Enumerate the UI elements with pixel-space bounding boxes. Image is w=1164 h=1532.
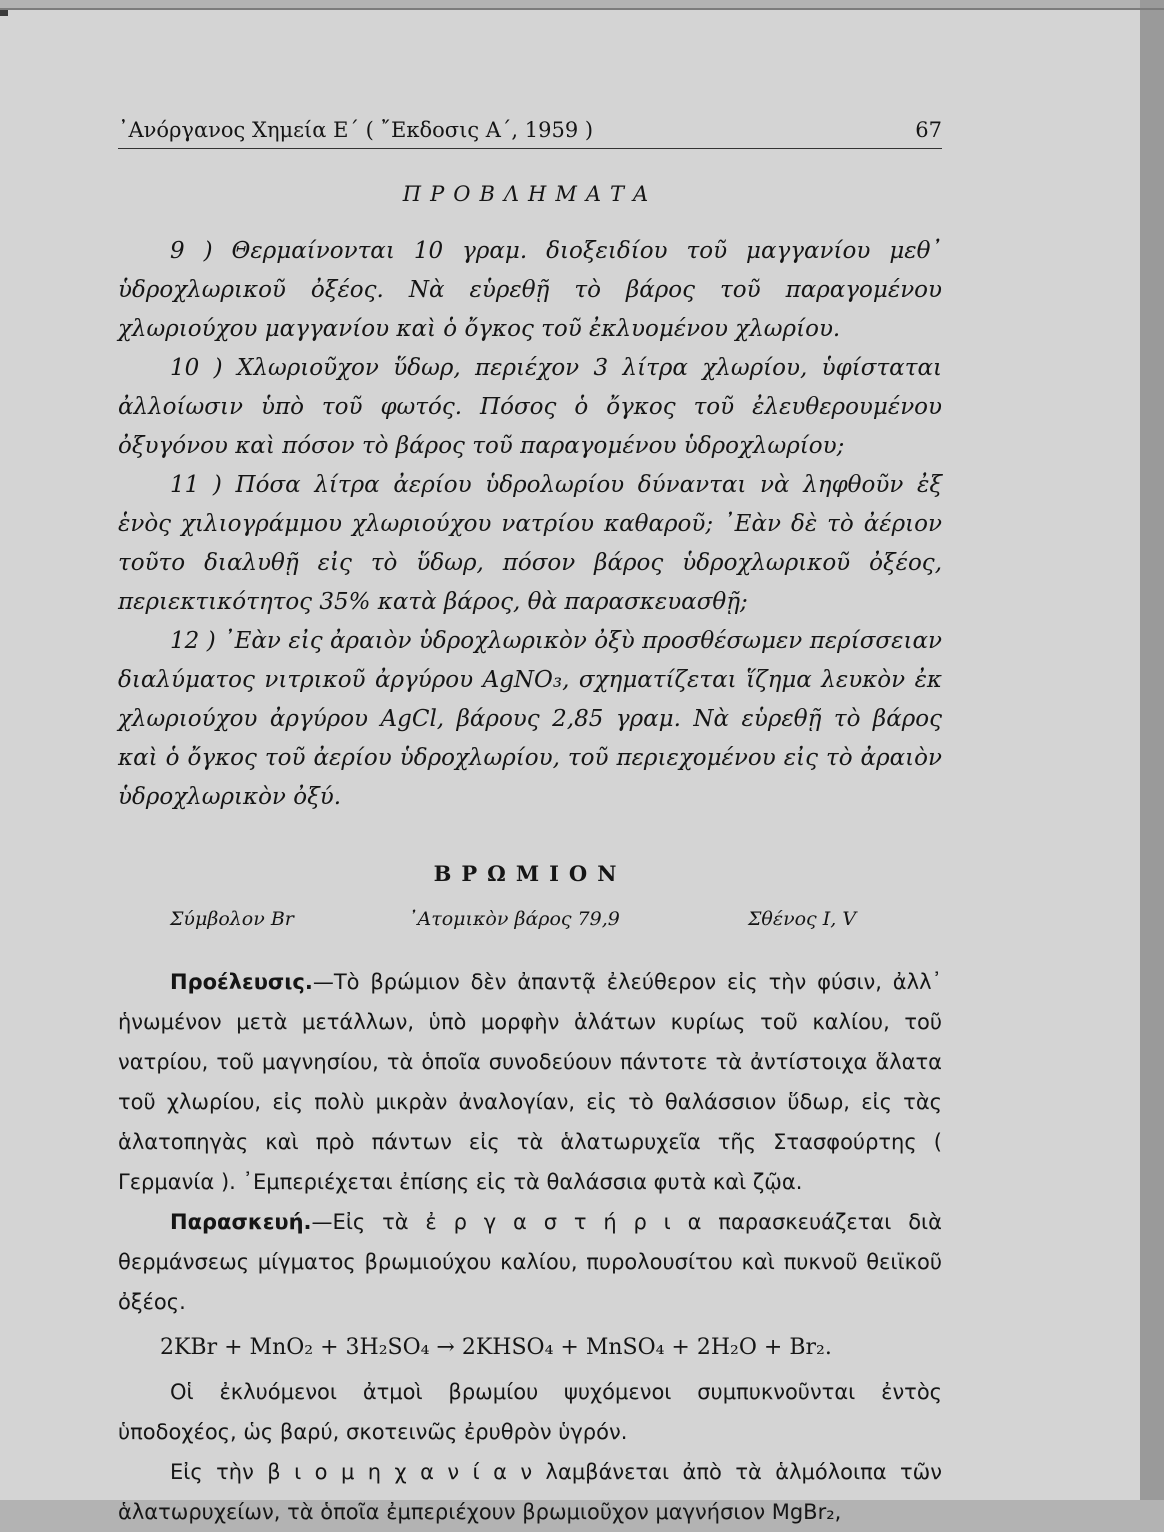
origin-paragraph [118,962,942,1202]
running-title: ᾿Ανόργανος Χημεία Ε΄ ( ῎Εκδοσις Α΄, 1959 ) [118,118,594,142]
origin-heading: Προέλευσις. [170,970,313,994]
element-valence: Σθένος I, V [748,908,857,930]
preparation-paragraph [118,1202,942,1322]
preparation-heading: Παρασκευή. [170,1210,312,1234]
industry-paragraph: Εἰς τὴν β ι ο μ η χ α ν ί α ν λαμβάνεται ἀπὸ τὰ ἁλμόλοιπα τῶν ἁλατωρυχείων, τὰ ὁποῖα ἐμπεριέχουν βρωμιοῦχον μαγνήσιον MgBr₂, [118,1460,942,1524]
preparation-text: —Εἰς τὰ ἐ ρ γ α σ τ ή ρ ι α παρασκευάζεται διὰ θερμάνσεως μίγματος βρωμιούχου καλίου, πυρολουσίτου καὶ πυκνοῦ θειϊκοῦ ὀξέος. [118,1210,942,1314]
element-meta [118,902,942,942]
chemical-equation: 2KBr + MnO₂ + 3H₂SO₄ → 2KHSO₄ + MnSO₄ + 2H₂O + Br₂. [160,1335,832,1360]
condensation-paragraph: Οἱ ἐκλυόμενοι ἀτμοὶ βρωμίου ψυχόμενοι συμπυκνοῦνται ἐντὸς ὑποδοχέος, ὡς βαρύ, σκοτεινῶς ἐρυθρὸν ὑγρόν. [118,1380,942,1444]
problem-9: 9 ) Θερμαίνονται 10 γραμ. διοξειδίου τοῦ μαγγανίου μεθ᾿ ὑδροχλωρικοῦ ὀξέος. Νὰ εὑρεθῇ τὸ βάρος τοῦ παραγομένου χλωριούχου μαγγανίου καὶ ὁ ὄγκος τοῦ ἐκλυομένου χλωρίου. [118,238,942,342]
page-edge-line [0,8,1164,10]
section-title: ΒΡΩΜΙΟΝ [433,861,627,886]
element-atomic-weight: ᾿Ατομικὸν βάρος 79,9 [408,908,620,930]
binding-edge [1140,0,1164,1500]
problems-title: ΠΡΟΒΛΗΜΑΤΑ [402,182,658,206]
page-content [118,112,942,1532]
problem-12: 12 ) ᾿Εὰν εἰς ἀραιὸν ὑδροχλωρικὸν ὀξὺ προσθέσωμεν περίσσειαν διαλύματος νιτρικοῦ ἀργύρου AgNO₃, σχηματίζεται ἵζημα λευκὸν ἐκ χλωριούχου ἀργύρου AgCl, βάρους 2,85 γραμ. Νὰ εὑρεθῇ τὸ βάρος καὶ ὁ ὄγκος τοῦ ἀερίου ὑδροχλωρίου, τοῦ περιεχομένου εἰς τὸ ἀραιὸν ὑδροχλωρικὸν ὀξύ. [118,628,942,810]
origin-text: —Τὸ βρώμιον δὲν ἀπαντᾷ ἐλεύθερον εἰς τὴν φύσιν, ἀλλ᾿ ἡνωμένον μετὰ μετάλλων, ὑπὸ μορφὴν ἁλάτων κυρίως τοῦ καλίου, τοῦ νατρίου, τοῦ μαγνησίου, τὰ ὁποῖα συνοδεύουν πάντοτε τὰ ἀντίστοιχα ἅλατα τοῦ χλωρίου, εἰς πολὺ μικρὰν ἀναλογίαν, εἰς τὸ θαλάσσιον ὕδωρ, εἰς τὰς ἁλατοπηγὰς καὶ πρὸ πάντων εἰς τὰ ἁλατωρυχεῖα τῆς Στασφούρτης ( Γερμανία ). ᾿Εμπεριέχεται ἐπίσης εἰς τὰ θαλάσσια φυτὰ καὶ ζῷα. [118,970,942,1194]
problem-11: 11 ) Πόσα λίτρα ἀερίου ὑδρολωρίου δύνανται νὰ ληφθοῦν ἐξ ἑνὸς χιλιογράμμου χλωριούχου νατρίου καθαροῦ; ᾿Εὰν δὲ τὸ ἀέριον τοῦτο διαλυθῇ εἰς τὸ ὕδωρ, πόσον βάρος ὑδροχλωρικοῦ ὀξέος, περιεκτικότητος 35% κατὰ βάρος, θὰ παρασκευασθῇ; [118,472,942,615]
page-number: 67 [915,118,942,142]
element-symbol: Σύμβολον Br [170,908,294,930]
running-header [118,112,942,149]
problem-10: 10 ) Χλωριοῦχον ὕδωρ, περιέχον 3 λίτρα χλωρίου, ὑφίσταται ἀλλοίωσιν ὑπὸ τοῦ φωτός. Πόσος ὁ ὄγκος τοῦ ἐλευθερουμένου ὀξυγόνου καὶ πόσον τὸ βάρος τοῦ παραγομένου ὑδροχλωρίου; [118,355,942,459]
